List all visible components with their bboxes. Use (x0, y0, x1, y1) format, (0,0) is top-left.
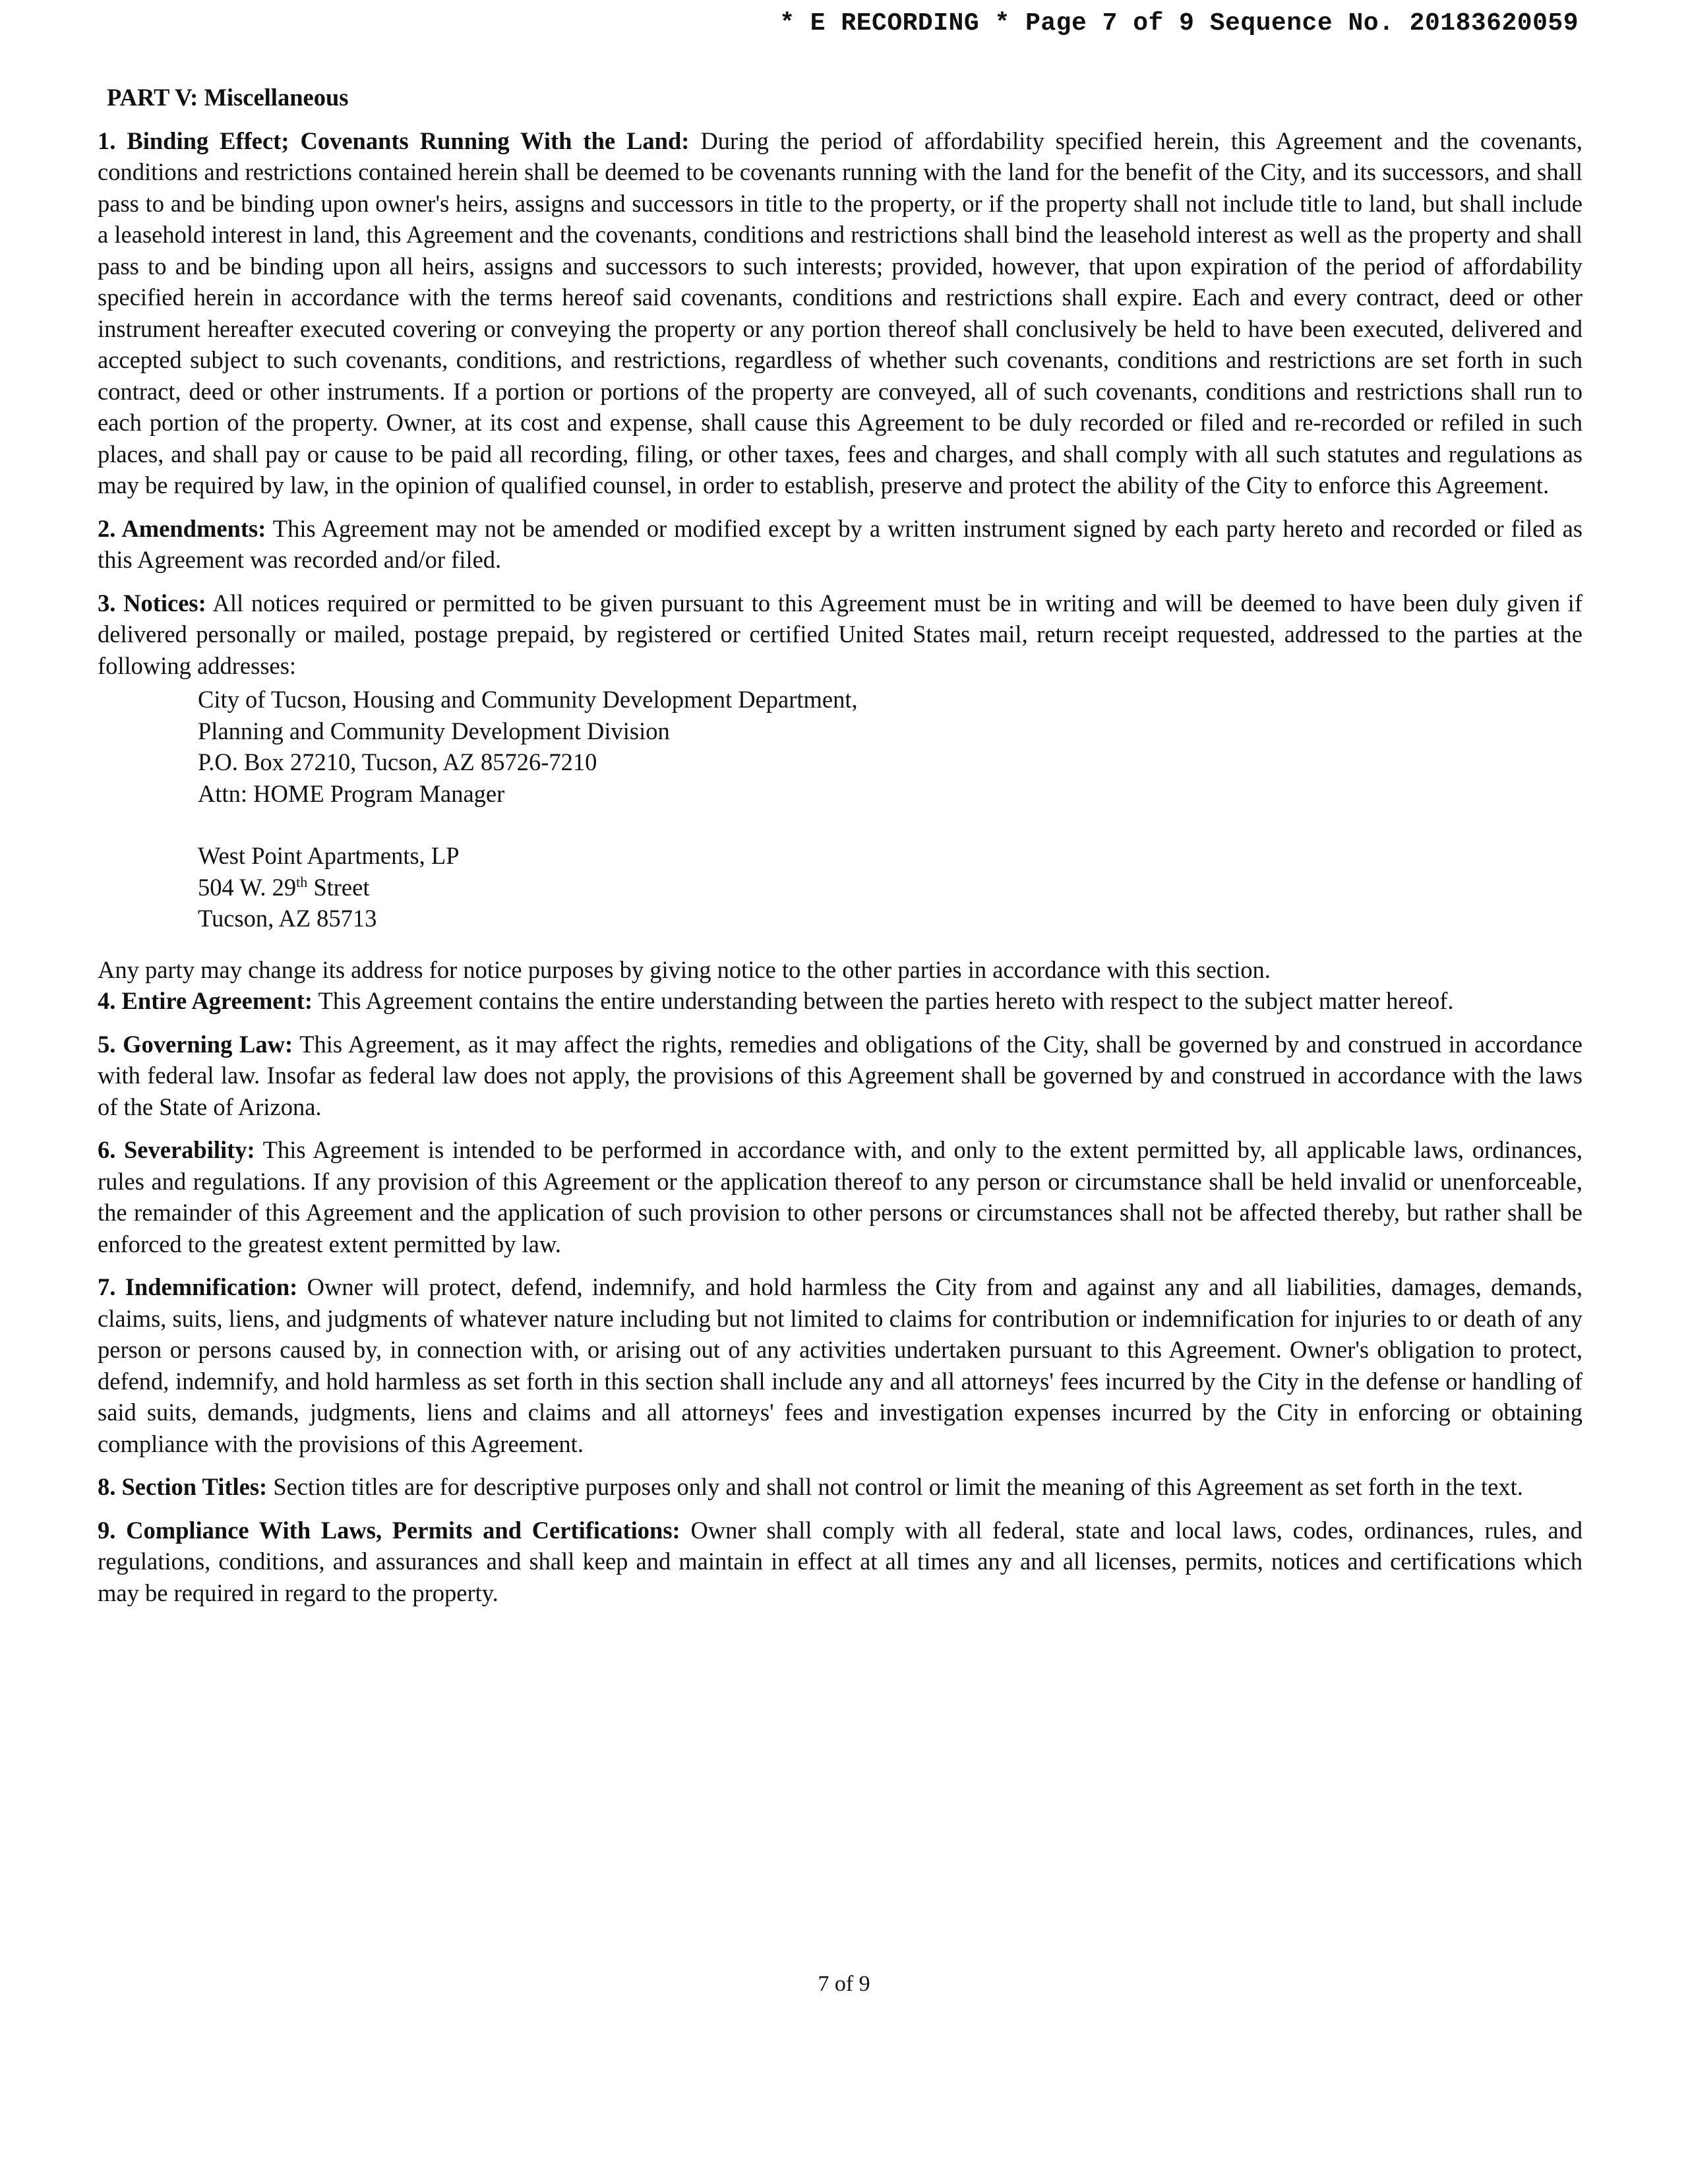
section-body: Owner shall comply with all federal, state and local laws, codes, ordinances, rules, and regulations, conditions, and assurances and shall keep and maintain in effect at all times any and all licenses, permits, notices and certifications which may be required in regard to the property. (98, 1516, 1583, 1606)
section-heading: 3. Notices: (98, 589, 206, 617)
section-heading: 6. Severability: (98, 1136, 255, 1163)
part-title: PART V: Miscellaneous (107, 84, 349, 111)
document-page (98, 82, 1582, 1620)
section-heading: 1. Binding Effect; Covenants Running With the Land: (98, 127, 690, 154)
section-body: During the period of affordability specified herein, this Agreement and the covenants, conditions and restrictions contained herein shall be deemed to be covenants running with the land for the benefit of the City, and its successors, and shall pass to and be binding upon owner's heirs, assigns and successors in title to the property, or if the property shall not include title to land, but shall include a leasehold interest in land, this Agreement and the covenants, conditions and restrictions shall bind the leasehold interest as well as the property and shall pass to and be binding upon all heirs, assigns and successors to such interests; provided, however, that upon expiration of the period of affordability specified herein in accordance with the terms hereof said covenants, conditions and restrictions shall expire. Each and every contract, deed or other instrument hereafter executed covering or conveying the property or any portion thereof shall conclusively be held to have been executed, delivered and accepted subject to such covenants, conditions, and restrictions, regardless of whether such covenants, conditions and restrictions are set forth in such contract, deed or other instruments. If a portion or portions of the property are conveyed, all of such covenants, conditions and restrictions shall run to each portion of the property. Owner, at its cost and expense, shall cause this Agreement to be duly recorded or filed and re-recorded or refiled in such places, and shall pay or cause to be paid all recording, filing, or other taxes, fees and charges, and shall comply with all such statutes and regulations as may be required by law, in the opinion of qualified counsel, in order to establish, preserve and protect the ability of the City to enforce this Agreement. (98, 127, 1583, 499)
section-heading: 5. Governing Law: (98, 1030, 293, 1058)
address-line: Planning and Community Development Division (198, 717, 670, 744)
section-heading: 4. Entire Agreement: (98, 987, 313, 1014)
section-body: All notices required or permitted to be given pursuant to this Agreement must be in writing and will be deemed to have been duly given if delivered personally or mailed, postage prepaid, by registered or certified United States mail, return receipt requested, addressed to the parties at the following addresses: (98, 589, 1582, 679)
address-west-point (198, 840, 1582, 934)
address-line: City of Tucson, Housing and Community Development Department, (198, 686, 858, 713)
section-body: Section titles are for descriptive purposes only and shall not control or limit the meaning of this Agreement as set forth in the text. (273, 1473, 1523, 1500)
section-governing-law (98, 1029, 1582, 1123)
section-heading: 9. Compliance With Laws, Permits and Certifications: (98, 1516, 680, 1544)
notice-change-address: Any party may change its address for notice purposes by giving notice to the other parties in accordance with this section. (98, 956, 1271, 983)
section-body: This Agreement is intended to be performed in accordance with, and only to the extent permitted by, all applicable laws, ordinances, rules and regulations. If any provision of this Agreement or the application thereof to any person or circumstance shall be held invalid or unenforceable, the remainder of this Agreement and the application of such provision to other persons or circumstances shall not be affected thereby, but rather shall be enforced to the greatest extent permitted by law. (98, 1136, 1583, 1258)
address-block (198, 684, 1582, 934)
address-line: Attn: HOME Program Manager (198, 779, 505, 807)
ordinal-suffix: th (296, 873, 308, 890)
section-severability (98, 1134, 1582, 1259)
address-line (198, 872, 1582, 903)
section-binding-effect (98, 125, 1582, 501)
page-number: 7 of 9 (818, 1972, 870, 1996)
recording-header: * E RECORDING * Page 7 of 9 Sequence No. 20183620059 (779, 9, 1579, 38)
address-city-of-tucson (198, 684, 1582, 809)
section-body: This Agreement contains the entire understanding between the parties hereto with respect to the subject matter hereof. (318, 987, 1454, 1014)
section-indemnification (98, 1271, 1582, 1459)
section-body: Owner will protect, defend, indemnify, and hold harmless the City from and against any and all liabilities, damages, demands, claims, suits, liens, and judgments of whatever nature including but not limited to claims for contribution or indemnification for injuries to or death of any person or persons caused by, in connection with, or arising out of any activities undertaken pursuant to this Agreement. Owner's obligation to protect, defend, indemnify, and hold harmless as set forth in this section shall include any and all attorneys' fees incurred by the City in the defense or handling of said suits, demands, judgments, liens and claims and all attorneys' fees and investigation expenses incurred by the City in enforcing or obtaining compliance with the provisions of this Agreement. (98, 1273, 1582, 1457)
street-number: 504 W. 29 (198, 873, 297, 901)
section-section-titles (98, 1471, 1582, 1503)
address-line: P.O. Box 27210, Tucson, AZ 85726-7210 (198, 748, 597, 775)
section-heading: 8. Section Titles: (98, 1473, 268, 1500)
section-heading: 2. Amendments: (98, 514, 266, 542)
address-line: Tucson, AZ 85713 (198, 905, 377, 932)
section-body: This Agreement may not be amended or modified except by a written instrument signed by each party hereto and recorded or filed as this Agreement was recorded and/or filed. (98, 514, 1583, 573)
section-entire-agreement (98, 985, 1582, 1017)
section-compliance (98, 1515, 1582, 1609)
section-body: This Agreement, as it may affect the rights, remedies and obligations of the City, shall be governed by and construed in accordance with federal law. Insofar as federal law does not apply, the provisions of this Agreement shall be governed by and construed in accordance with the laws of the State of Arizona. (98, 1030, 1582, 1120)
section-heading: 7. Indemnification: (98, 1273, 298, 1300)
section-notices (98, 588, 1582, 986)
address-line: West Point Apartments, LP (198, 842, 460, 869)
section-amendments (98, 513, 1582, 576)
street-name: Street (307, 873, 370, 901)
